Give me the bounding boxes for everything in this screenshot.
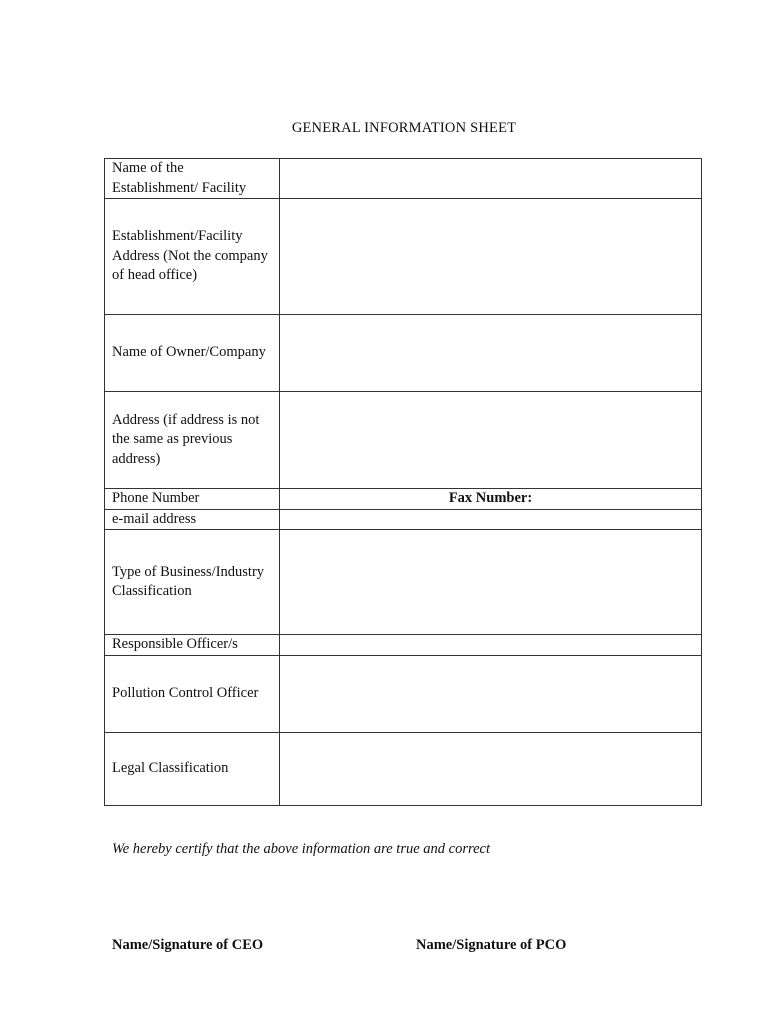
table-row <box>105 489 702 510</box>
row-label-pollution-control-officer: Pollution Control Officer <box>105 655 280 732</box>
row-value-facility-address[interactable] <box>280 199 702 315</box>
row-label-owner-address: Address (if address is not the same as previous address) <box>105 392 280 489</box>
ceo-signature-label: Name/Signature of CEO <box>112 937 264 953</box>
table-row <box>105 509 702 530</box>
row-label-establishment-name: Name of the Establishment/ Facility <box>105 159 280 199</box>
row-value-establishment-name[interactable] <box>280 159 702 199</box>
information-table <box>104 158 702 806</box>
row-label-legal-classification: Legal Classification <box>105 732 280 805</box>
table-row <box>105 392 702 489</box>
table-row <box>105 530 702 635</box>
pco-signature-label: Name/Signature of PCO <box>416 937 567 953</box>
document-title: GENERAL INFORMATION SHEET <box>291 120 517 136</box>
row-value-responsible-officers[interactable] <box>280 635 702 656</box>
row-label-facility-address: Establishment/Facility Address (Not the company of head office) <box>105 199 280 315</box>
row-value-email-address[interactable] <box>280 509 702 530</box>
row-value-legal-classification[interactable] <box>280 732 702 805</box>
row-value-owner-address[interactable] <box>280 392 702 489</box>
table-row <box>105 635 702 656</box>
row-value-business-type[interactable] <box>280 530 702 635</box>
row-value-owner-company[interactable] <box>280 315 702 392</box>
row-label-business-type: Type of Business/Industry Classification <box>105 530 280 635</box>
table-row <box>105 655 702 732</box>
table-row <box>105 159 702 199</box>
row-label-email-address: e-mail address <box>105 509 280 530</box>
table-row <box>105 732 702 805</box>
table-row <box>105 315 702 392</box>
table-row <box>105 199 702 315</box>
certification-statement: We hereby certify that the above information are true and correct <box>112 841 490 857</box>
fax-number-label: Fax Number: <box>280 489 702 510</box>
row-value-pollution-control-officer[interactable] <box>280 655 702 732</box>
row-label-responsible-officers: Responsible Officer/s <box>105 635 280 656</box>
row-label-owner-company: Name of Owner/Company <box>105 315 280 392</box>
row-label-phone-number: Phone Number <box>105 489 280 510</box>
